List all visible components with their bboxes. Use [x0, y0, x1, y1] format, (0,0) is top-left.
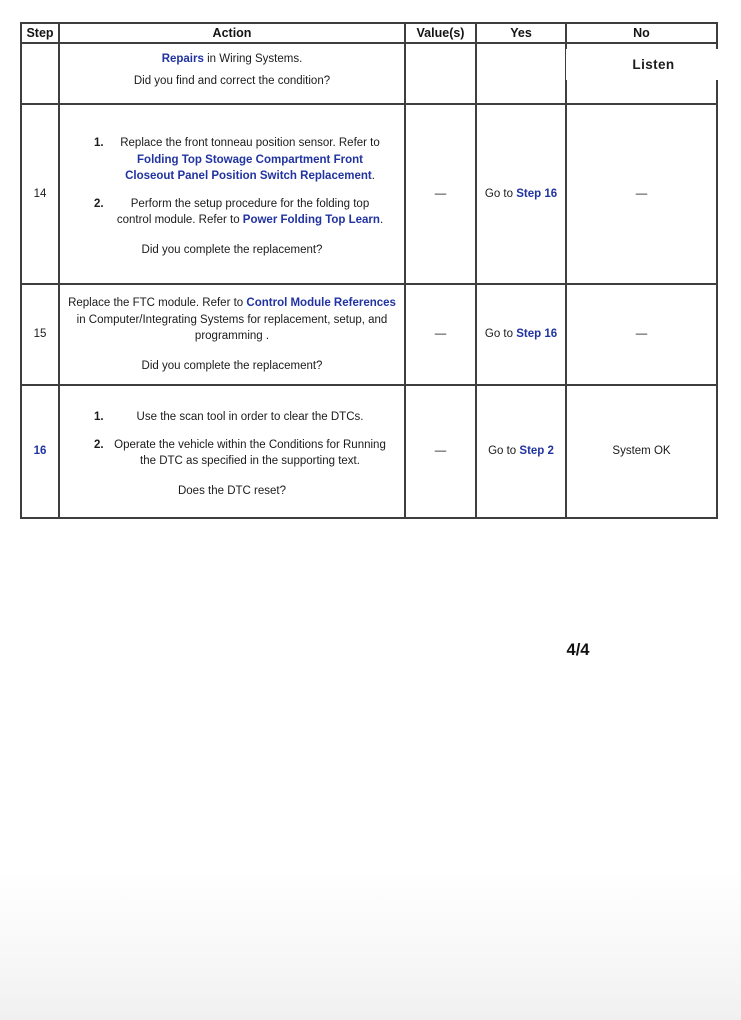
action-list-item [66, 409, 398, 426]
action-cell [59, 43, 405, 104]
text-segment: . [371, 170, 375, 182]
table-row [21, 385, 717, 518]
list-item-number: 2. [94, 438, 104, 451]
list-item-number: 2. [94, 197, 104, 210]
reference-link[interactable]: Step 16 [516, 328, 558, 341]
text-segment: Perform the setup procedure for the folding top control module. Refer to [116, 197, 370, 226]
values-cell: — [405, 385, 476, 518]
col-header-step: Step [21, 23, 59, 43]
text-segment: Did you complete the replacement? [141, 359, 323, 372]
table-row [21, 104, 717, 284]
text-segment: Operate the vehicle within the Conditions for Running the DTC as specified in the supporting text. [114, 438, 386, 467]
text-segment: — [635, 187, 648, 200]
col-header-action: Action [59, 23, 405, 43]
page-background-noise [0, 870, 741, 1020]
action-cell [59, 104, 405, 284]
action-paragraph [66, 73, 398, 90]
action-paragraph [66, 358, 398, 375]
step-cell: 16 [21, 385, 59, 518]
text-segment: in Wiring Systems. [203, 53, 303, 65]
no-cell [566, 104, 717, 284]
step-cell [21, 43, 59, 104]
text-segment: Replace the FTC module. Refer to [68, 297, 247, 309]
action-paragraph [66, 51, 398, 68]
text-segment: Did you complete the replacement? [141, 243, 323, 256]
reference-link[interactable]: Folding Top Stowage Compartment Front Closeout Panel Position Switch Replacement [125, 153, 372, 182]
list-item-number: 1. [94, 411, 104, 423]
reference-link[interactable]: Repairs [161, 53, 204, 65]
values-cell: — [405, 104, 476, 284]
step-cell: 15 [21, 284, 59, 385]
action-paragraph [66, 295, 398, 345]
col-header-yes: Yes [476, 23, 566, 43]
table-header-row [21, 23, 717, 43]
action-list-item [66, 196, 398, 229]
text-segment: Does the DTC reset? [177, 484, 286, 497]
text-segment: — [635, 328, 648, 341]
no-cell [566, 284, 717, 385]
values-cell: — [405, 284, 476, 385]
diagnostic-table [20, 22, 718, 519]
yes-cell [476, 104, 566, 284]
text-segment: Use the scan tool in order to clear the DTCs. [136, 411, 364, 423]
reference-link[interactable]: Control Module References [246, 297, 396, 309]
text-segment: Replace the front tonneau position sensor. Refer to [120, 137, 380, 149]
text-segment: Go to [484, 328, 517, 341]
action-cell [59, 284, 405, 385]
text-segment: Go to [484, 187, 517, 200]
text-segment: Go to [488, 445, 520, 458]
action-paragraph [66, 242, 398, 259]
reference-link[interactable]: Step 2 [519, 445, 554, 458]
col-header-no: No [566, 23, 717, 43]
reference-link[interactable]: Step 16 [516, 187, 558, 200]
list-item-number: 1. [94, 137, 104, 149]
text-segment: . [379, 214, 384, 226]
listen-overlay-button[interactable]: Listen [566, 49, 741, 80]
reference-link[interactable]: Power Folding Top Learn [242, 214, 380, 226]
action-list-item [66, 135, 398, 185]
action-list-item [66, 437, 398, 470]
text-segment: in Computer/Integrating Systems for replacement, setup, and programming . [76, 313, 388, 342]
no-cell [566, 385, 717, 518]
table-body [21, 43, 717, 518]
yes-cell [476, 284, 566, 385]
values-cell [405, 43, 476, 104]
action-cell [59, 385, 405, 518]
action-paragraph [66, 483, 398, 500]
yes-cell [476, 43, 566, 104]
text-segment: System OK [612, 445, 671, 458]
table-row [21, 284, 717, 385]
col-header-values: Value(s) [405, 23, 476, 43]
text-segment: Did you find and correct the condition? [133, 74, 331, 87]
yes-cell [476, 385, 566, 518]
step-cell: 14 [21, 104, 59, 284]
page-indicator: 4/4 [566, 641, 590, 659]
